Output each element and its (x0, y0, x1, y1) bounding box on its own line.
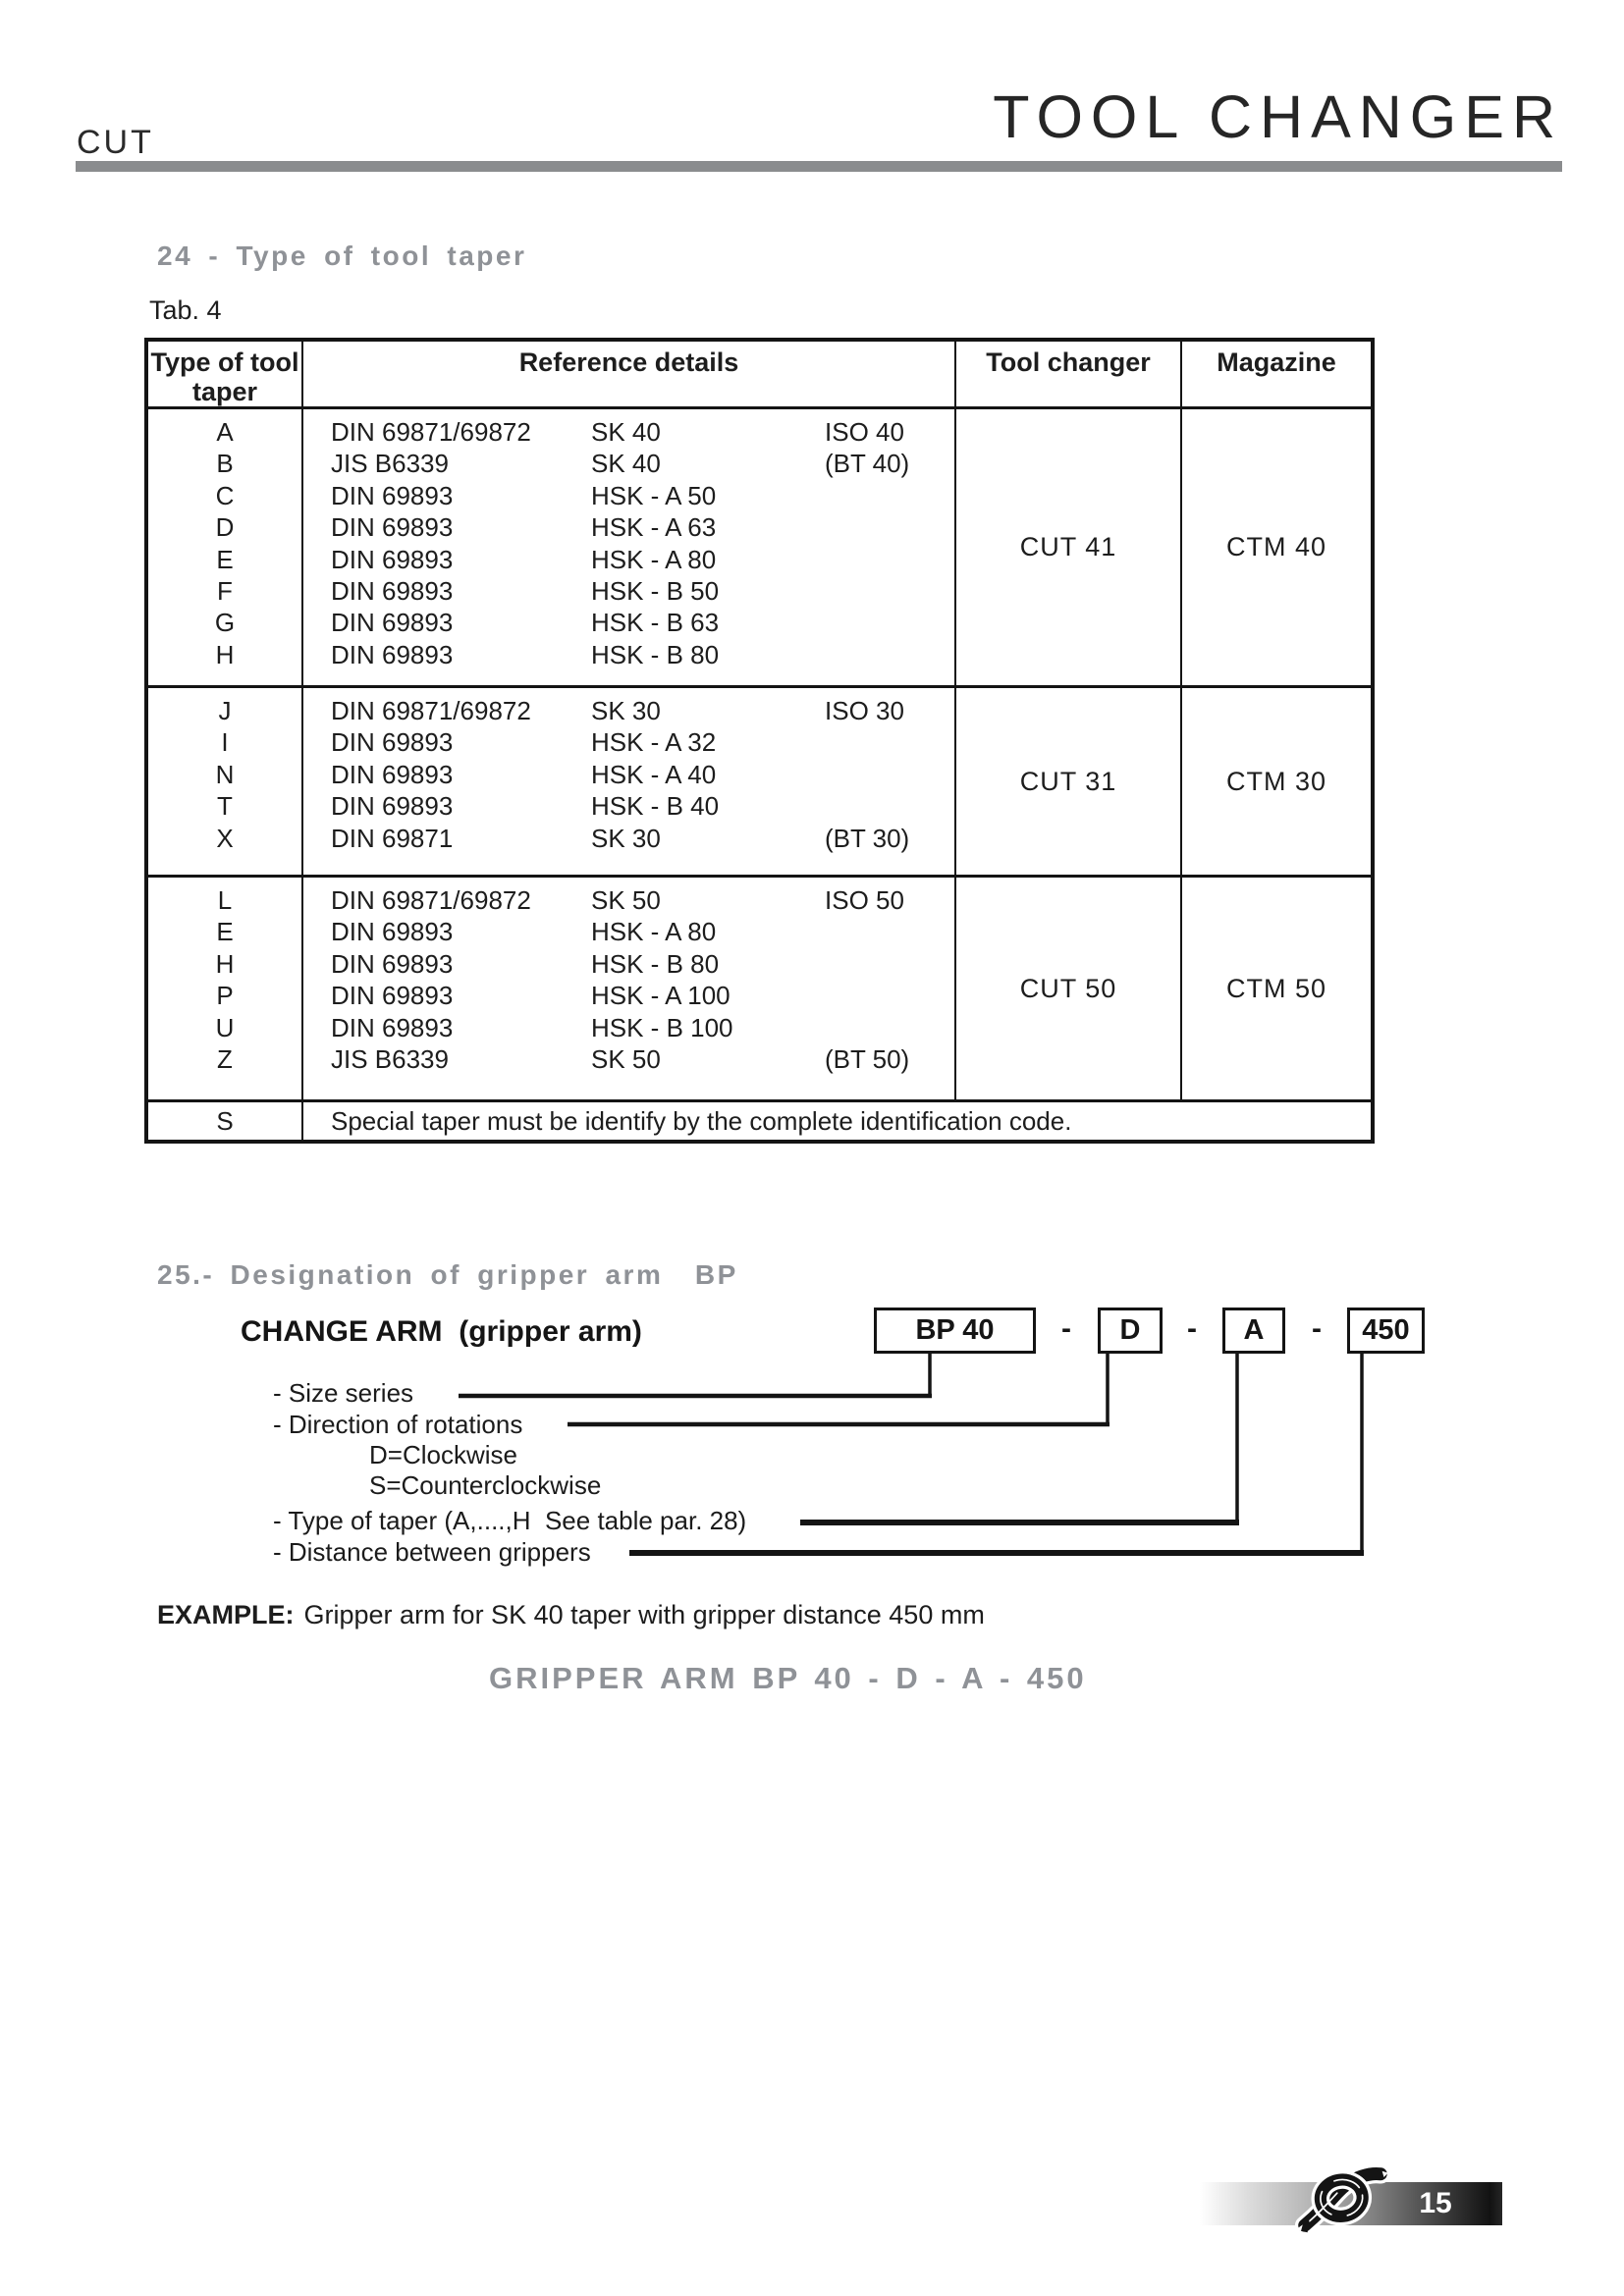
standard: DIN 69893 (331, 480, 454, 510)
example-line (157, 1600, 985, 1630)
taper-code: E (216, 917, 234, 947)
iso-note: (BT 40) (825, 449, 910, 479)
table-group-cut50 (148, 878, 1371, 1102)
standard: DIN 69871/69872 (331, 417, 531, 447)
table-row (331, 916, 954, 947)
standard: DIN 69871 (331, 823, 454, 853)
tool-changer-model: CUT 31 (956, 688, 1182, 875)
iso-note (825, 639, 954, 670)
iso-note (825, 916, 954, 947)
iso-note: ISO 50 (825, 885, 904, 915)
table-row (331, 1012, 954, 1043)
reference-details (303, 688, 956, 875)
taper-code: C (215, 480, 235, 510)
reference-details (303, 878, 956, 1099)
standard: DIN 69893 (331, 791, 454, 822)
designation: SK 40 (591, 417, 661, 447)
table-row (331, 607, 954, 638)
taper-code: H (215, 639, 235, 669)
designation: HSK - B 63 (591, 608, 720, 638)
magazine-model: CTM 40 (1225, 532, 1327, 561)
taper-code: S (148, 1102, 303, 1140)
standard: DIN 69893 (331, 917, 454, 947)
designation: SK 30 (591, 696, 661, 725)
table-group-cut31 (148, 688, 1371, 878)
standard: JIS B6339 (331, 449, 449, 479)
designation: SK 30 (591, 823, 661, 853)
standard: DIN 69893 (331, 544, 454, 574)
column-header-type: Type of tool taper (148, 342, 303, 406)
taper-code: F (217, 576, 233, 607)
column-header-tool-changer: Tool changer (956, 342, 1182, 406)
designation: HSK - A 100 (591, 981, 731, 1011)
iso-note: (BT 30) (825, 823, 910, 853)
taper-code: T (217, 791, 233, 822)
taper-codes (148, 409, 303, 685)
standard: DIN 69893 (331, 948, 454, 979)
standard: DIN 69893 (331, 512, 454, 543)
iso-note (825, 607, 954, 638)
standard: JIS B6339 (331, 1044, 449, 1075)
designation: HSK - A 40 (591, 759, 717, 789)
page-number: 15 (1419, 2187, 1452, 2219)
example-text: Gripper arm for SK 40 taper with gripper distance 450 mm (303, 1600, 985, 1629)
designation: SK 50 (591, 1044, 661, 1075)
iso-note (825, 511, 954, 543)
tool-changer-model: CUT 41 (956, 409, 1182, 685)
brand-name: CUT (77, 124, 154, 161)
iso-note (825, 1012, 954, 1043)
table-row (331, 948, 954, 980)
taper-code: J (218, 696, 232, 725)
code-separator: - (1187, 1312, 1197, 1345)
standard: DIN 69893 (331, 1012, 454, 1042)
standard: DIN 69893 (331, 727, 454, 758)
callout-taper-type: - Type of taper (A,....,H See table par. 28) (273, 1506, 747, 1535)
iso-note: ISO 30 (825, 696, 904, 725)
callout-counterclockwise: S=Counterclockwise (369, 1470, 602, 1500)
table-row (331, 980, 954, 1011)
designation: HSK - B 80 (591, 948, 720, 979)
taper-code: X (216, 823, 234, 853)
table-header-row (148, 342, 1371, 409)
gripper-arm-result: GRIPPER ARM BP 40 - D - A - 450 (489, 1661, 1087, 1695)
table-row (331, 416, 954, 448)
table-row (331, 695, 954, 726)
code-box-direction: D (1098, 1308, 1163, 1354)
taper-code: U (215, 1012, 235, 1042)
code-separator: - (1312, 1312, 1322, 1345)
iso-note (825, 980, 954, 1011)
change-arm-label: CHANGE ARM (gripper arm) (241, 1315, 642, 1348)
page-title: TOOL CHANGER (993, 83, 1563, 150)
code-separator: - (1061, 1312, 1071, 1345)
code-box-taper-type: A (1222, 1308, 1285, 1354)
table-row (331, 759, 954, 790)
section-24-heading: 24 - Type of tool taper (157, 240, 527, 271)
taper-code: I (221, 727, 229, 758)
designation: HSK - A 80 (591, 917, 717, 947)
taper-code: N (215, 759, 235, 789)
table-row (331, 639, 954, 670)
iso-note (825, 759, 954, 790)
taper-codes (148, 878, 303, 1099)
standard: DIN 69893 (331, 759, 454, 789)
designation: HSK - A 63 (591, 512, 717, 543)
standard: DIN 69893 (331, 981, 454, 1011)
table-row (331, 884, 954, 916)
table-group-cut41 (148, 409, 1371, 688)
knot-logo-icon (1288, 2156, 1398, 2238)
callout-size-series: - Size series (273, 1378, 414, 1408)
standard: DIN 69893 (331, 639, 454, 669)
callout-clockwise: D=Clockwise (369, 1440, 517, 1469)
code-box-size-series: BP 40 (874, 1308, 1036, 1354)
example-label: EXAMPLE: (157, 1600, 295, 1629)
taper-codes (148, 688, 303, 875)
taper-code: Z (217, 1044, 233, 1075)
callout-direction: - Direction of rotations (273, 1410, 523, 1439)
column-header-reference: Reference details (303, 342, 956, 406)
iso-note: (BT 50) (825, 1044, 910, 1075)
table-special-row (148, 1102, 1371, 1140)
designation: HSK - B 100 (591, 1012, 733, 1042)
iso-note (825, 948, 954, 980)
designation: HSK - A 32 (591, 727, 717, 758)
special-taper-note: Special taper must be identify by the complete identification code. (331, 1105, 1072, 1136)
table-row (331, 575, 954, 607)
table-caption: Tab. 4 (149, 295, 222, 325)
callout-connector-lines (0, 1354, 1624, 1579)
callout-gripper-distance: - Distance between grippers (273, 1537, 591, 1567)
iso-note (825, 575, 954, 607)
table-row (331, 726, 954, 758)
taper-code: P (216, 981, 234, 1011)
designation: HSK - B 80 (591, 639, 720, 669)
code-box-gripper-distance: 450 (1347, 1308, 1425, 1354)
taper-code: H (215, 948, 235, 979)
table-row (331, 790, 954, 822)
designation: SK 40 (591, 449, 661, 479)
designation: HSK - A 80 (591, 544, 717, 574)
iso-note (825, 726, 954, 758)
table-row (331, 1043, 954, 1075)
column-header-magazine: Magazine (1217, 347, 1336, 377)
magazine-model: CTM 30 (1225, 766, 1327, 796)
taper-code: A (216, 417, 234, 447)
iso-note (825, 790, 954, 822)
iso-note: ISO 40 (825, 417, 904, 447)
designation: HSK - A 50 (591, 480, 717, 510)
taper-code: B (216, 449, 234, 479)
standard: DIN 69893 (331, 608, 454, 638)
magazine-model: CTM 50 (1225, 973, 1327, 1003)
iso-note (825, 480, 954, 511)
designation: HSK - B 50 (591, 576, 720, 607)
taper-code: L (217, 885, 233, 915)
standard: DIN 69893 (331, 576, 454, 607)
section-25-heading: 25.- Designation of gripper arm BP (157, 1259, 738, 1290)
tool-changer-model: CUT 50 (956, 878, 1182, 1099)
designation: HSK - B 40 (591, 791, 720, 822)
table-row (331, 448, 954, 479)
table-row (331, 511, 954, 543)
standard: DIN 69871/69872 (331, 696, 531, 725)
iso-note (825, 544, 954, 575)
table-row (331, 823, 954, 854)
tool-taper-table (144, 338, 1375, 1144)
designation: SK 50 (591, 885, 661, 915)
taper-code: D (215, 512, 235, 543)
reference-details (303, 409, 956, 685)
taper-code: E (216, 544, 234, 574)
table-row (331, 480, 954, 511)
header-rule (76, 161, 1562, 172)
standard: DIN 69871/69872 (331, 885, 531, 915)
taper-code: G (214, 608, 236, 638)
table-row (331, 544, 954, 575)
